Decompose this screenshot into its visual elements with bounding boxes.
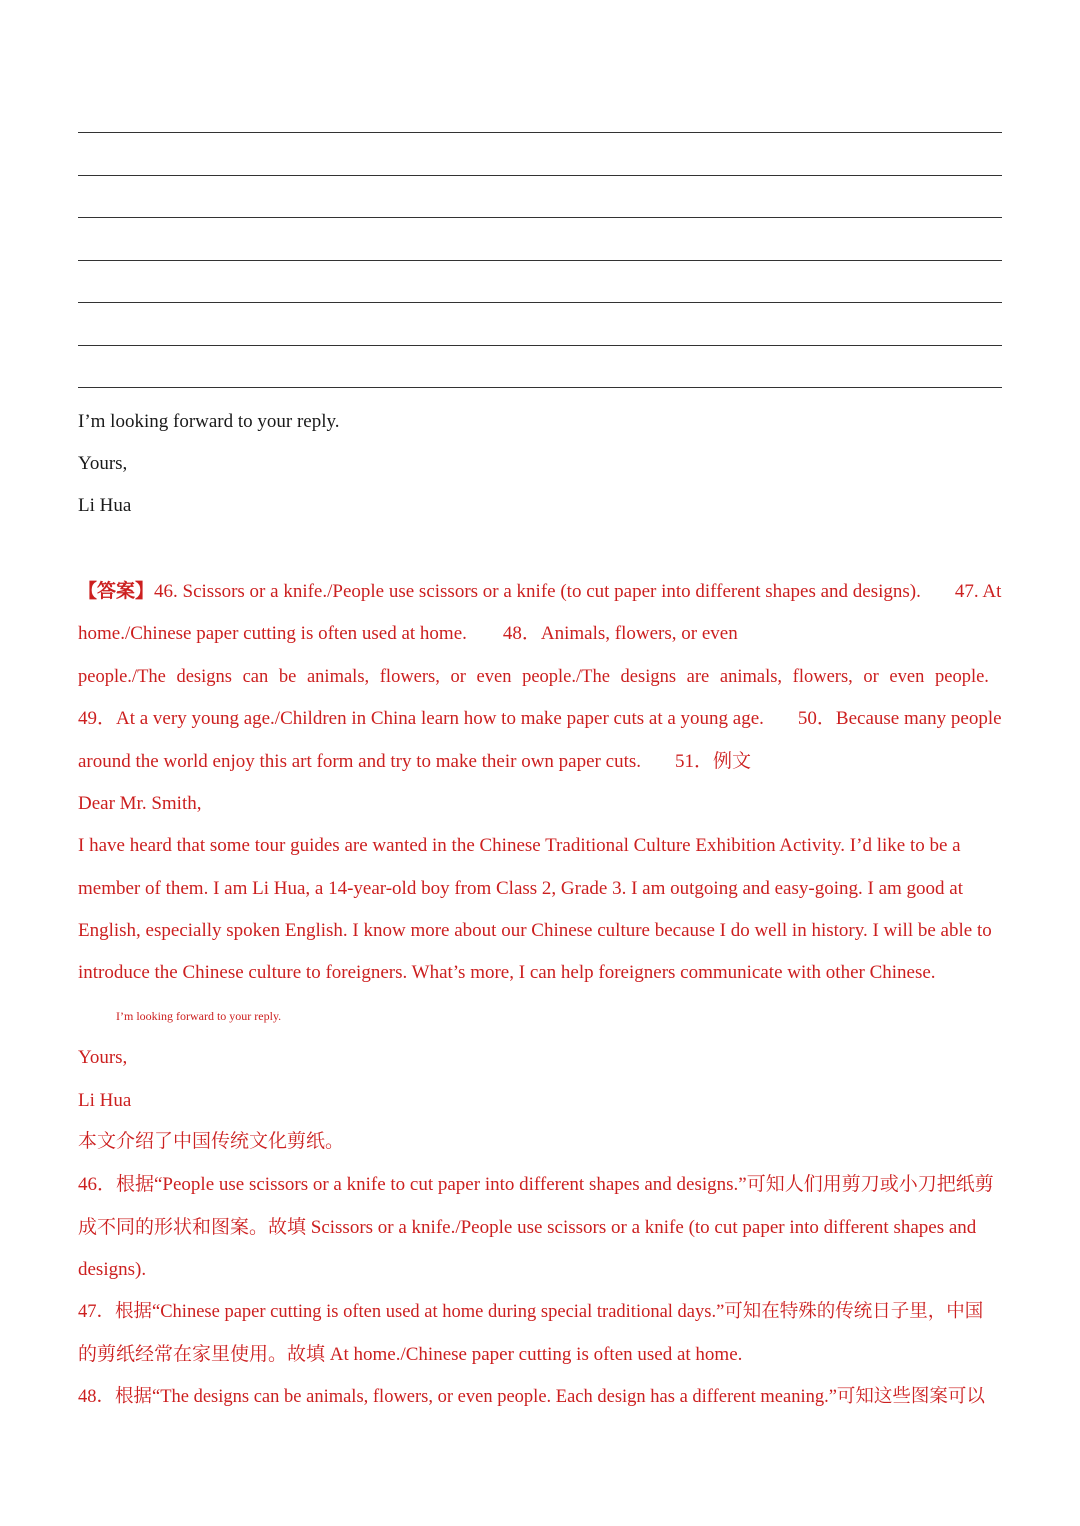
sample-closing-line: I’m looking forward to your reply.	[116, 1009, 282, 1023]
writing-line	[78, 302, 1002, 303]
analysis-line: 成不同的形状和图案。故填 Scissors or a knife./People use scissors or a knife (to cut paper into different shapes and	[78, 1217, 977, 1238]
analysis-summary: 本文介绍了中国传统文化剪纸。	[78, 1131, 345, 1152]
answer-47-end: home./Chinese paper cutting is often used at home.	[78, 623, 467, 644]
answer-line-1	[78, 580, 1004, 604]
answer-label: 【答案】	[78, 581, 155, 602]
writing-line	[78, 217, 1002, 218]
writing-line	[78, 175, 1002, 176]
analysis-line: 48．根据“The designs can be animals, flowers, or even people. Each design has a different meaning.”可知这些图案可以	[78, 1387, 985, 1407]
answer-46: 46. Scissors or a knife./People use scissors or a knife (to cut paper into different shapes and designs).	[154, 581, 921, 602]
writing-line	[78, 260, 1002, 261]
answer-51: 51．例文	[675, 751, 752, 772]
letter-closing-line: I’m looking forward to your reply.	[78, 411, 340, 432]
answer-47-start: 47. At	[954, 581, 1002, 602]
sample-body-line: member of them. I am Li Hua, a 14-year-old boy from Class 2, Grade 3. I am outgoing and easy-going. I am good at	[78, 878, 963, 899]
answer-48-end: people./The designs can be animals, flowers, or even people./The designs are animals, flowers, or even people.	[78, 667, 989, 687]
sample-body-line: English, especially spoken English. I know more about our Chinese culture because I do well in history. I will be able to	[78, 920, 992, 941]
analysis-line: designs).	[78, 1259, 147, 1280]
analysis-line: 的剪纸经常在家里使用。故填 At home./Chinese paper cutting is often used at home.	[78, 1344, 743, 1365]
sample-sign-off: Yours,	[78, 1047, 128, 1068]
analysis-line: 46．根据“People use scissors or a knife to cut paper into different shapes and designs.”可知人们用剪刀或小刀把纸剪	[78, 1174, 994, 1195]
sample-body-line: I have heard that some tour guides are wanted in the Chinese Traditional Culture Exhibition Activity. I’d like to be a	[78, 835, 961, 856]
sample-greeting: Dear Mr. Smith,	[78, 793, 202, 814]
writing-line	[78, 345, 1002, 346]
writing-line	[78, 132, 1002, 133]
answer-50-end: around the world enjoy this art form and try to make their own paper cuts.	[78, 751, 641, 772]
sample-signature: Li Hua	[78, 1090, 132, 1111]
letter-sign-off: Yours,	[78, 453, 128, 474]
sample-body-line: introduce the Chinese culture to foreigners. What’s more, I can help foreigners communicate with other Chinese.	[78, 962, 936, 983]
analysis-line: 47．根据“Chinese paper cutting is often used at home during special traditional days.”可知在特殊的传统日子里，中国	[78, 1302, 984, 1322]
answer-line-4	[78, 707, 1004, 731]
answer-49: 49．At a very young age./Children in China learn how to make paper cuts at a young age.	[78, 708, 764, 729]
letter-signature: Li Hua	[78, 495, 132, 516]
answer-50-start: 50．Because many people	[797, 708, 1002, 729]
answer-line-2	[78, 622, 1004, 646]
answer-48-start: 48．Animals, flowers, or even	[502, 623, 738, 644]
answer-line-5	[78, 750, 1004, 774]
writing-line	[78, 387, 1002, 388]
